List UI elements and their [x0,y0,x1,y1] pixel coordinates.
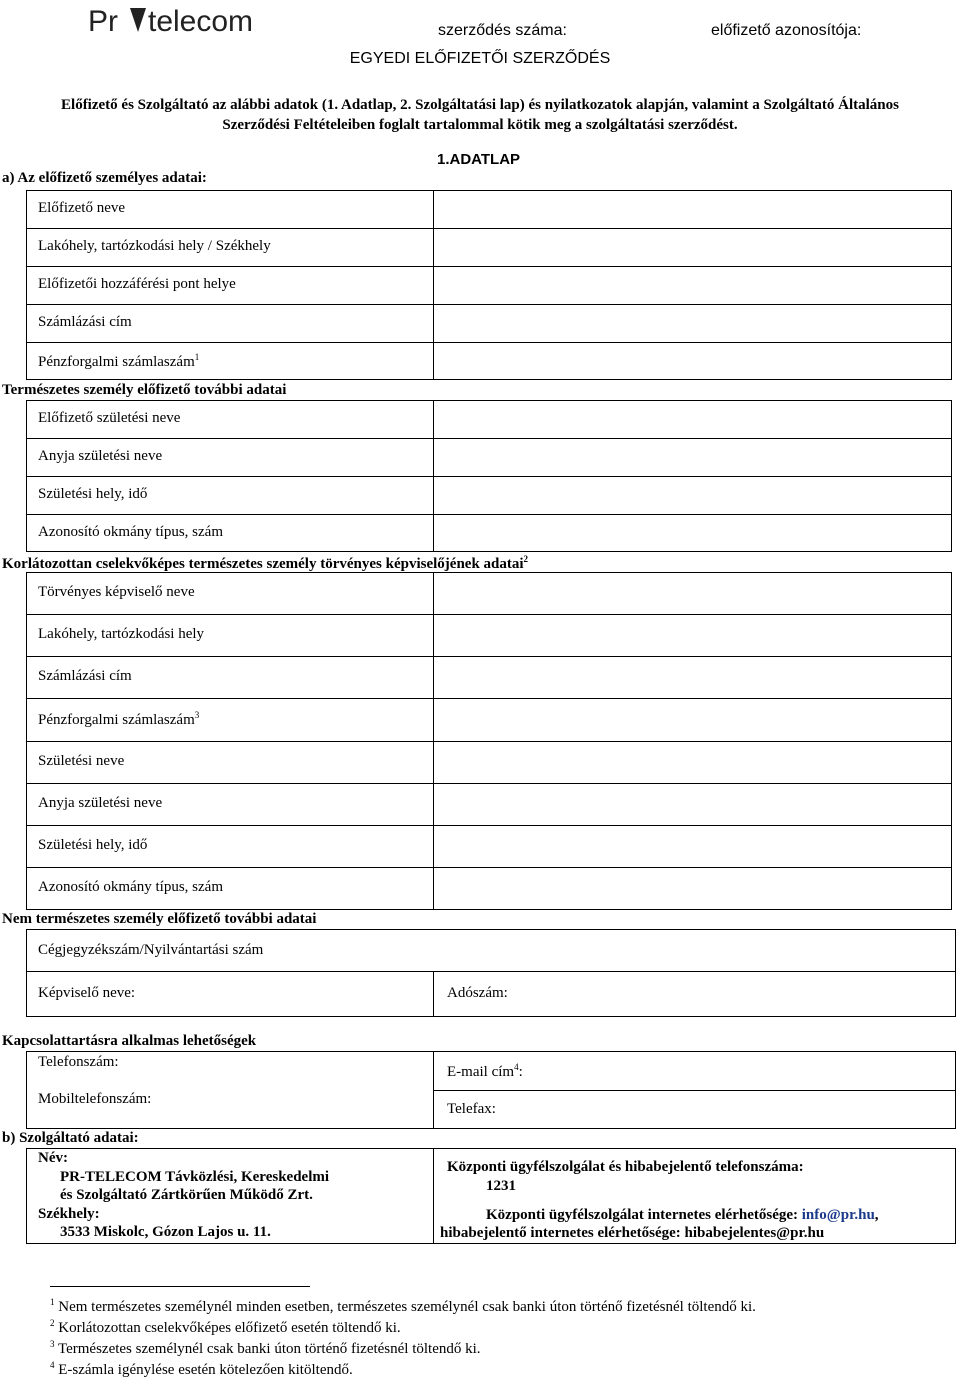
footnote-4: $^4$ E-számla igénylése esetén kötelezően kitöltendő. [50,1360,353,1378]
footnote-1: $^1$ Nem természetes személynél minden esetben, természetes személynél csak banki úton történő fizetésnél töltendő ki. [50,1297,756,1315]
support-web: Központi ügyfélszolgálat internetes elérhetősége: info@pr.hu, [486,1207,879,1223]
field-rep-id-document: Azonosító okmány típus, szám [38,879,223,895]
field-bank-account: Pénzforgalmi számlaszám$^1$ [38,352,200,370]
field-rep-name-legal: Képviselő neve: [38,985,136,1001]
field-mobile: Mobiltelefonszám: [38,1091,152,1107]
svg-text:telecom: telecom [148,5,254,38]
field-address: Lakóhely, tartózkodási hely / Székhely [38,238,271,254]
support-phone-number: 1231 [486,1178,516,1194]
field-birth-place-date: Születési hely, idő [38,486,148,502]
provider-seat-label: Székhely: [38,1206,100,1222]
field-access-point: Előfizetői hozzáférési pont helye [38,276,236,292]
field-rep-name: Törvényes képviselő neve [38,584,195,600]
field-rep-birth-name: Születési neve [38,753,125,769]
footnote-ref-3: 3 [194,710,200,720]
field-reg-number: Cégjegyzékszám/Nyilvántartási szám [38,942,264,958]
provider-name-line2: és Szolgáltató Zártkörűen Működő Zrt. [60,1187,313,1203]
support-email-link[interactable]: info@pr.hu [801,1207,875,1223]
field-subscriber-name: Előfizető neve [38,200,126,216]
contract-number-label: szerződés száma: [438,22,567,39]
provider-seat-value: 3533 Miskolc, Gózon Lajos u. 11. [60,1224,271,1240]
contact-heading: Kapcsolattartásra alkalmas lehetőségek [2,1033,257,1049]
footnote-ref-2: 2 [523,554,529,564]
field-id-document: Azonosító okmány típus, szám [38,524,223,540]
intro-line-2: Szerződési Feltételeiben foglalt tartalommal kötik meg a szolgáltatási szerződést. [222,117,738,133]
field-birth-name: Előfizető születési neve [38,410,181,426]
field-rep-birth-place: Születési hely, idő [38,837,148,853]
field-rep-billing: Számlázási cím [38,668,132,684]
field-rep-bank: Pénzforgalmi számlaszám$^3$ [38,710,200,728]
support-phone-label: Központi ügyfélszolgálat és hibabejelentő telefonszáma: [447,1159,804,1175]
footnote-2: $^2$ Korlátozottan cselekvőképes előfizető esetén töltendő ki. [50,1318,401,1336]
intro-line-1: Előfizető és Szolgáltató az alábbi adatok (1. Adatlap, 2. Szolgáltatási lap) és nyilatkozatok alapján, valamint a Szolgáltató Általános [61,97,899,113]
field-billing-address: Számlázási cím [38,314,132,330]
field-mother-name: Anyja születési neve [38,448,163,464]
field-rep-mother: Anyja születési neve [38,795,163,811]
footnote-ref-4: 4 [514,1062,519,1072]
natural-person-heading: Természetes személy előfizető további adatai [2,382,287,398]
field-tax-number: Adószám: [447,985,508,1001]
representative-heading: Korlátozottan cselekvőképes természetes személy törvényes képviselőjének adatai$^2$ [2,554,529,572]
footnote-ref-1: 1 [194,352,200,362]
svg-text:Pr: Pr [88,5,118,38]
provider-name-line1: PR-TELECOM Távközlési, Kereskedelmi [60,1169,330,1185]
field-fax: Telefax: [447,1101,496,1117]
pr-telecom-logo [88,4,336,38]
field-phone: Telefonszám: [38,1054,119,1070]
section-a-heading: a) Az előfizető személyes adatai: [2,170,207,186]
field-email: E-mail cím$^4$: [447,1062,523,1080]
document-title: EGYEDI ELŐFIZETŐI SZERZŐDÉS [349,50,611,67]
intro-text [0,95,960,135]
adatlap-label: 1.ADATLAP [437,151,521,168]
fault-web: hibabejelentő internetes elérhetősége: hibabejelentes@pr.hu [440,1225,825,1241]
subscriber-id-label: előfizető azonosítója: [711,22,862,39]
legal-entity-heading: Nem természetes személy előfizető további adatai [2,911,317,927]
provider-heading: b) Szolgáltató adatai: [2,1130,139,1146]
footnote-3: $^3$ Természetes személynél csak banki úton történő fizetésnél töltendő ki. [50,1339,481,1357]
provider-name-label: Név: [38,1150,68,1166]
footnote-separator [50,1286,310,1287]
field-rep-address: Lakóhely, tartózkodási hely [38,626,205,642]
